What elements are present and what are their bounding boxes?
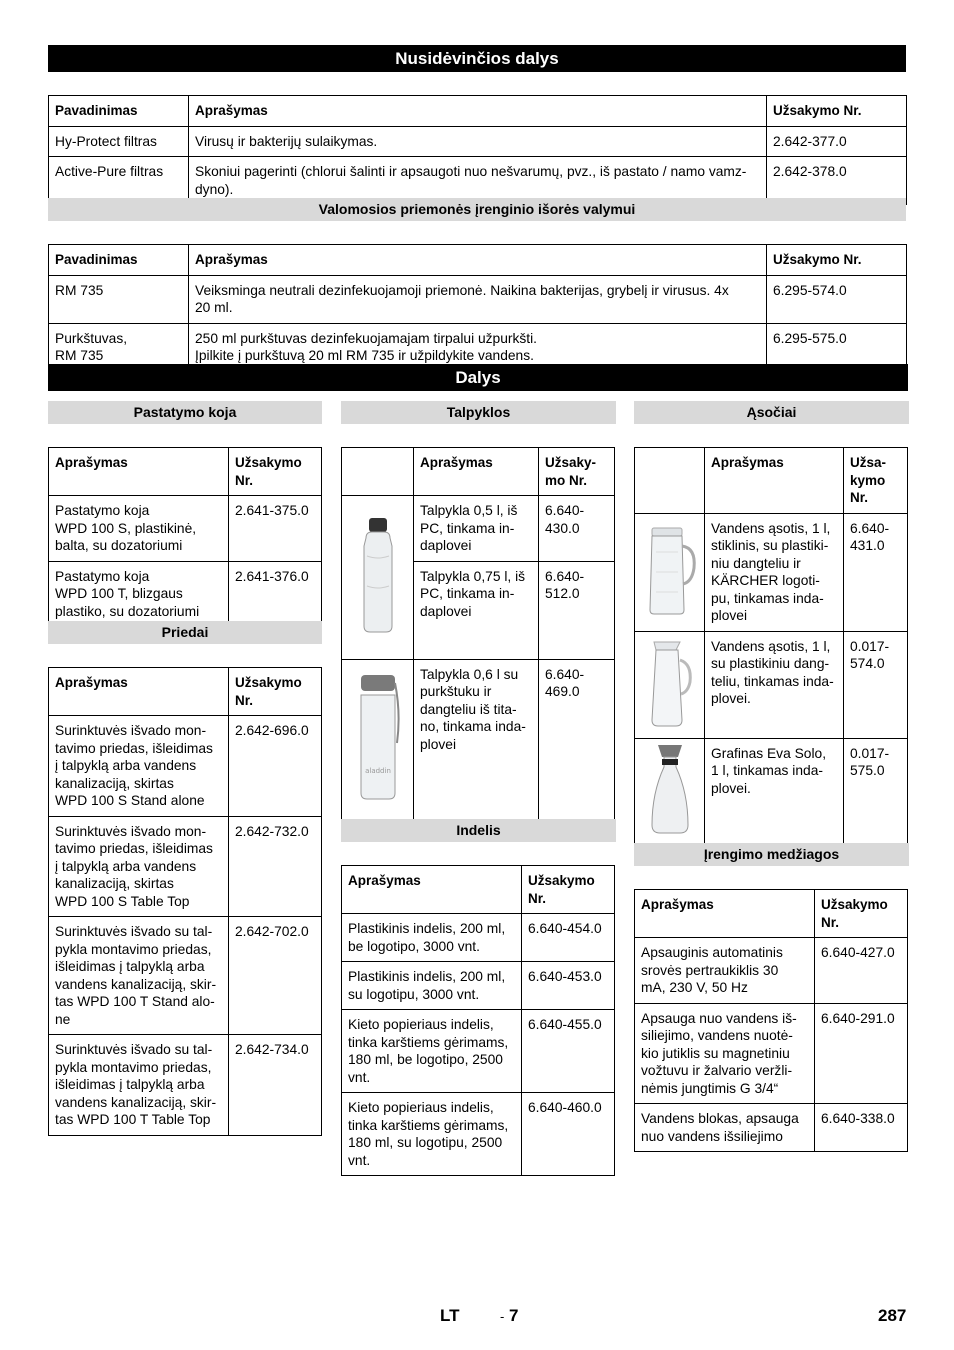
section-title-materials: Įrengimo medžiagos: [634, 843, 909, 866]
table-row: [635, 1003, 908, 1104]
cell-order-no: 6.640-427.0: [815, 938, 908, 1004]
cell-order-no: 2.642-734.0: [229, 1035, 322, 1136]
section-title-insert: Indelis: [341, 819, 616, 842]
glass-jug-image: [642, 522, 698, 618]
cell-description: Vandens ąsotis, 1 l, stiklinis, su plastiki- niu dangteliu ir KÄRCHER logoti- pu, tinkamas inda- plovei: [705, 513, 844, 631]
accessories-table: [48, 667, 322, 1136]
cell-order-no: 2.642-377.0: [767, 126, 907, 157]
table-row: [342, 659, 615, 820]
cell-description: Talpykla 0,75 l, iš PC, tinkama in- daplovei: [414, 561, 539, 659]
cell-order-no: 6.640- 512.0: [539, 561, 615, 659]
table-row: [635, 631, 908, 738]
footer-dash: -: [500, 1309, 505, 1324]
col-header-description: Aprašymas: [49, 448, 229, 496]
col-header-name: Pavadinimas: [49, 96, 189, 127]
cell-order-no: 2.641-376.0: [229, 561, 322, 627]
cell-description: Grafinas Eva Solo, 1 l, tinkamas inda- plovei.: [705, 738, 844, 845]
section-title-wear-parts: Nusidėvinčios dalys: [48, 45, 906, 72]
cell-order-no: 6.640- 469.0: [539, 659, 615, 820]
section-title-cleaning: Valomosios priemonės įrenginio išorės valymui: [48, 198, 906, 221]
table-row: [635, 938, 908, 1004]
table-row: [342, 496, 615, 562]
spray-bottle-image: [355, 673, 401, 801]
cell-description: Vandens blokas, apsauga nuo vandens išsiliejimo: [635, 1104, 815, 1152]
table-row: [49, 496, 322, 562]
containers-table: [341, 447, 615, 821]
section-title-containers: Talpyklos: [341, 401, 616, 424]
carafe-image: [642, 741, 698, 837]
table-row: [49, 716, 322, 817]
col-header-order-no: Užsakymo Nr.: [229, 668, 322, 716]
table-row: [49, 126, 907, 157]
stand-table: [48, 447, 322, 627]
cell-order-no: 6.640-460.0: [522, 1093, 615, 1176]
table-row: [342, 1093, 615, 1176]
cell-description: Pastatymo koja WPD 100 T, blizgaus plastiko, su dozatoriumi: [49, 561, 229, 627]
cell-name: Active-Pure filtras: [49, 157, 189, 205]
col-header-description: Aprašymas: [49, 668, 229, 716]
cleaning-table: [48, 244, 907, 372]
cell-description: Surinktuvės išvado mon- tavimo priedas, išleidimas į talpyklą arba vandens kanalizaciją, skirtas WPD 100 S Stand alone: [49, 716, 229, 817]
cell-order-no: 2.641-375.0: [229, 496, 322, 562]
svg-text:aladdin: aladdin: [364, 767, 391, 776]
col-header-order-no: Užsakymo Nr.: [815, 890, 908, 938]
col-header-order-no: Užsakymo Nr.: [767, 96, 907, 127]
cell-description: Kieto popieriaus indelis, tinka karštiems gėrimams, 180 ml, su logotipu, 2500 vnt.: [342, 1093, 522, 1176]
col-header-order-no: Užsakymo Nr.: [767, 245, 907, 276]
insert-table: [341, 865, 615, 1176]
col-header-order-no: Užsaky- mo Nr.: [539, 448, 615, 496]
table-row: [342, 1010, 615, 1093]
col-header-name: Pavadinimas: [49, 245, 189, 276]
cell-name: Hy-Protect filtras: [49, 126, 189, 157]
cell-description: Surinktuvės išvado mon- tavimo priedas, išleidimas į talpyklą arba vandens kanalizaciją, skirtas WPD 100 S Table Top: [49, 816, 229, 917]
col-header-order-no: Užsakymo Nr.: [522, 866, 615, 914]
plastic-jug-image: [642, 634, 698, 730]
table-row: [49, 275, 907, 323]
cell-order-no: 6.640- 431.0: [844, 513, 908, 631]
table-row: [49, 1035, 322, 1136]
col-header-description: Aprašymas: [189, 245, 767, 276]
cell-name: RM 735: [49, 275, 189, 323]
cell-order-no: 6.640- 430.0: [539, 496, 615, 562]
cell-description: Apsauginis automatinis srovės pertraukiklis 30 mA, 230 V, 50 Hz: [635, 938, 815, 1004]
table-row: [635, 513, 908, 631]
cell-description: 250 ml purkštuvas dezinfekuojamajam tirpalui užpurkšti. Įpilkite į purkštuvą 20 ml RM 735 ir užpildykite vandens.: [189, 323, 767, 371]
cell-order-no: 0.017- 575.0: [844, 738, 908, 845]
col-header-description: Aprašymas: [189, 96, 767, 127]
materials-table: [634, 889, 908, 1152]
table-row: [635, 1104, 908, 1152]
cell-description: Apsauga nuo vandens iš- siliejimo, vandens nuotė- kio jutiklis su magnetiniu vožtuvu ir žalvario veržli- nėmis jungtimis G 3/4“: [635, 1003, 815, 1104]
cell-description: Vandens ąsotis, 1 l, su plastikiniu dang- teliu, tinkamas inda- plovei.: [705, 631, 844, 738]
cell-order-no: 6.295-575.0: [767, 323, 907, 371]
cell-order-no: 2.642-378.0: [767, 157, 907, 205]
col-header-description: Aprašymas: [635, 890, 815, 938]
col-header-image: [342, 448, 414, 496]
cell-description: Talpykla 0,6 l su purkštuku ir dangteliu iš tita- no, tinkama inda- plovei: [414, 659, 539, 820]
section-title-jugs: Ąsočiai: [634, 401, 909, 424]
table-row: [342, 962, 615, 1010]
col-header-order-no: Užsa- kymo Nr.: [844, 448, 908, 514]
cell-order-no: 0.017- 574.0: [844, 631, 908, 738]
table-row: [49, 561, 322, 627]
cell-description: Pastatymo koja WPD 100 S, plastikinė, balta, su dozatoriumi: [49, 496, 229, 562]
cell-order-no: 6.640-291.0: [815, 1003, 908, 1104]
wear-parts-table: [48, 95, 907, 205]
page-number: 287: [878, 1306, 907, 1325]
cell-order-no: 6.640-453.0: [522, 962, 615, 1010]
cell-description: Surinktuvės išvado su tal- pykla montavimo priedas, išleidimas į talpyklą arba vandens kanalizaciją, skir- tas WPD 100 T Table Top: [49, 1035, 229, 1136]
table-row: [49, 917, 322, 1035]
cell-order-no: 2.642-696.0: [229, 716, 322, 817]
cell-order-no: 2.642-702.0: [229, 917, 322, 1035]
col-header-description: Aprašymas: [342, 866, 522, 914]
table-row: [342, 914, 615, 962]
cell-order-no: 6.295-574.0: [767, 275, 907, 323]
cell-description: Talpykla 0,5 l, iš PC, tinkama in- daplovei: [414, 496, 539, 562]
cell-description: Surinktuvės išvado su tal- pykla montavimo priedas, išleidimas į talpyklą arba vandens kanalizaciją, skir- tas WPD 100 T Stand alo- ne: [49, 917, 229, 1035]
footer-language: LT: [440, 1306, 460, 1325]
cell-description: Veiksminga neutrali dezinfekuojamoji priemonė. Naikina bakterijas, grybelį ir virusus. 4x 20 ml.: [189, 275, 767, 323]
cell-description: Skoniui pagerinti (chlorui šalinti ir apsaugoti nuo nešvarumų, pvz., iš pastato / namo vamz- dyno).: [189, 157, 767, 205]
cell-description: Kieto popieriaus indelis, tinka karštiems gėrimams, 180 ml, be logotipo, 2500 vnt.: [342, 1010, 522, 1093]
cell-name: Purkštuvas, RM 735: [49, 323, 189, 371]
spray-bottle-image-cell: [342, 659, 414, 820]
table-row: [49, 816, 322, 917]
cell-order-no: 6.640-455.0: [522, 1010, 615, 1093]
table-row: [635, 738, 908, 845]
cell-order-no: 6.640-454.0: [522, 914, 615, 962]
bottle-image-cell: [342, 496, 414, 660]
section-title-stand: Pastatymo koja: [48, 401, 322, 424]
cell-order-no: 6.640-338.0: [815, 1104, 908, 1152]
section-title-parts: Dalys: [48, 364, 908, 391]
cell-description: Plastikinis indelis, 200 ml, be logotipo, 3000 vnt.: [342, 914, 522, 962]
section-title-accessories: Priedai: [48, 621, 322, 644]
col-header-description: Aprašymas: [705, 448, 844, 514]
cell-order-no: 2.642-732.0: [229, 816, 322, 917]
bottle-image: [358, 516, 398, 634]
col-header-order-no: Užsakymo Nr.: [229, 448, 322, 496]
plastic-jug-image-cell: [635, 631, 705, 738]
cell-description: Plastikinis indelis, 200 ml, su logotipu, 3000 vnt.: [342, 962, 522, 1010]
col-header-image: [635, 448, 705, 514]
col-header-description: Aprašymas: [414, 448, 539, 496]
carafe-image-cell: [635, 738, 705, 845]
cell-description: Virusų ir bakterijų sulaikymas.: [189, 126, 767, 157]
footer-section-page: 7: [509, 1306, 519, 1325]
jugs-table: [634, 447, 908, 846]
glass-jug-image-cell: [635, 513, 705, 631]
